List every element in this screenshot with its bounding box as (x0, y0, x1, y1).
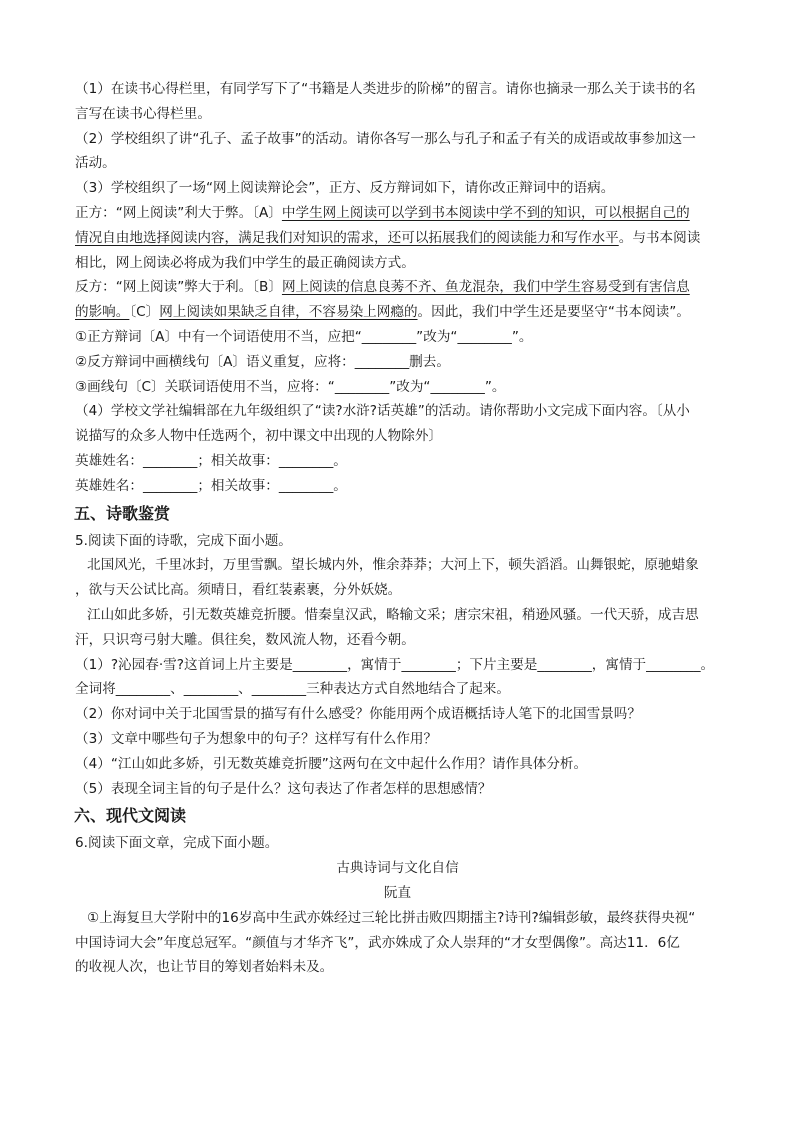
hero-line-1: 英雄姓名：________；相关故事：________。 (75, 452, 347, 469)
poem-stanza-1-line-2: ，欲与天公试比高。须晴日，看红装素裹，分外妖娆。 (75, 582, 402, 599)
fan-fang-line-2 (75, 300, 720, 325)
q6-intro: 6.阅读下面文章，完成下面小题。 (75, 835, 279, 852)
poem-question-3: （3）文章中哪些句子为想象中的句子？这样写有什么作用？ (75, 730, 438, 747)
article-paragraph-1-line-2: 中国诗词大会”年度总冠军。“颜值与才华齐飞”，武亦姝成了众人崇拜的“才女型偶像”。高达11．6亿 (75, 934, 680, 951)
poem-stanza-2-line-1: 江山如此多娇，引无数英雄竞折腰。惜秦皇汉武，略输文采；唐宗宋祖，稍逊风骚。一代天骄，成吉思 (87, 606, 699, 623)
q5-intro: 5.阅读下面的诗歌，完成下面小题。 (75, 532, 292, 549)
q3-line: （3）学校组织了一场“网上阅读辩论会”，正方、反方辩词如下，请你改正辩词中的语病。 (75, 180, 615, 197)
poem-question-1-line-1: （1）?沁园春·雪?这首词上片主要是________，寓情于________；下片主要是________，寓情于________。 (75, 656, 715, 673)
document-page (75, 77, 720, 980)
sub-question-2: ②反方辩词中画横线句〔A〕语义重复，应将：________删去。 (75, 353, 450, 370)
poem-question-2: （2）你对词中关于北国雪景的描写有什么感受？你能用两个成语概括诗人笔下的北国雪景吗？ (75, 706, 641, 723)
q1-line-1: （1）在读书心得栏里，有同学写下了“书籍是人类进步的阶梯”的留言。请你也摘录一那么关于读书的名 (75, 81, 696, 97)
q1-line-2: 言写在读书心得栏里。 (75, 105, 211, 122)
sub-question-1: ①正方辩词〔A〕中有一个词语使用不当，应把“________”改为“________”。 (75, 328, 533, 345)
q2-line-1: （2）学校组织了讲“孔子、孟子故事”的活动。请你各写一那么与孔子和孟子有关的成语或故事参加这一 (75, 130, 696, 147)
poem-question-4: （4）“江山如此多娇，引无数英雄竞折腰”这两句在文中起什么作用？请作具体分析。 (75, 755, 588, 772)
fan-fang-underlined-c: 网上阅读如果缺乏自律，不容易染上网瘾的 (159, 304, 418, 321)
fan-fang-line-1 (75, 275, 720, 300)
fan-fang-underlined-a: 网上阅读的信息良莠不齐、鱼龙混杂，我们中学生容易受到有害信息 (281, 279, 690, 296)
zheng-fang-underlined-b: 情况自由地选择阅读内容，满足我们对知识的需求，还可以拓展我们的阅读能力和写作水平 (75, 229, 619, 246)
q4-line-2: 说描写的众多人物中任选两个，初中课文中出现的人物除外〕 (75, 428, 443, 445)
sub-question-3: ③画线句〔C〕关联词语使用不当，应将：“________”改为“________”。 (75, 378, 506, 395)
hero-line-2: 英雄姓名：________；相关故事：________。 (75, 477, 347, 494)
fan-fang-prefix: 反方：“网上阅读”弊大于利。〔B〕 (75, 279, 282, 296)
zheng-fang-prefix: 正方：“网上阅读”利大于弊。〔A〕 (75, 204, 282, 221)
section-heading-poetry: 五、诗歌鉴赏 (74, 503, 171, 523)
poem-stanza-1-line-1: 北国风光，千里冰封，万里雪飘。望长城内外，惟余莽莽；大河上下，顿失滔滔。山舞银蛇，原驰蜡象 (87, 557, 699, 574)
fan-fang-underlined-b: 的影响。 (75, 304, 130, 321)
article-paragraph-1-line-3: 的收视人次，也让节目的筹划者始料未及。 (75, 959, 334, 976)
article-paragraph-1-line-1: ①上海复旦大学附中的16岁高中生武亦姝经过三轮比拼击败四期擂主?诗刊?编辑彭敏，最终获得央视“ (87, 909, 696, 926)
zheng-fang-line-3: 相比，网上阅读必将成为我们中学生的最正确阅读方式。 (75, 254, 415, 271)
q2-line-2: 活动。 (75, 155, 116, 172)
zheng-fang-line-1 (75, 201, 720, 226)
q4-line-1: （4）学校文学社编辑部在九年级组织了“读?水浒?话英雄”的活动。请你帮助小文完成下面内容。〔从小 (75, 403, 690, 420)
zheng-fang-suffix: 。与书本阅读 (618, 229, 701, 246)
zheng-fang-line-2 (75, 226, 720, 251)
article-title: 古典诗词与文化自信 (336, 860, 459, 877)
section-heading-modern-reading: 六、现代文阅读 (74, 806, 187, 826)
zheng-fang-underlined-a: 中学生网上阅读可以学到书本阅读中学不到的知识，可以根据自己的 (281, 204, 690, 221)
poem-question-5: （5）表现全词主旨的句子是什么？这句表达了作者怎样的思想感情？ (75, 780, 492, 797)
poem-stanza-2-line-2: 汗，只识弯弓射大雕。俱往矣，数风流人物，还看今朝。 (75, 631, 415, 648)
article-author: 阮直 (383, 884, 412, 901)
fan-fang-mark-c: 〔C〕 (129, 304, 160, 321)
fan-fang-suffix: 。因此，我们中学生还是要坚守“书本阅读”。 (417, 304, 690, 321)
poem-question-1-line-2: 全词将________、________、________三种表达方式自然地结合了起来。 (75, 681, 510, 698)
